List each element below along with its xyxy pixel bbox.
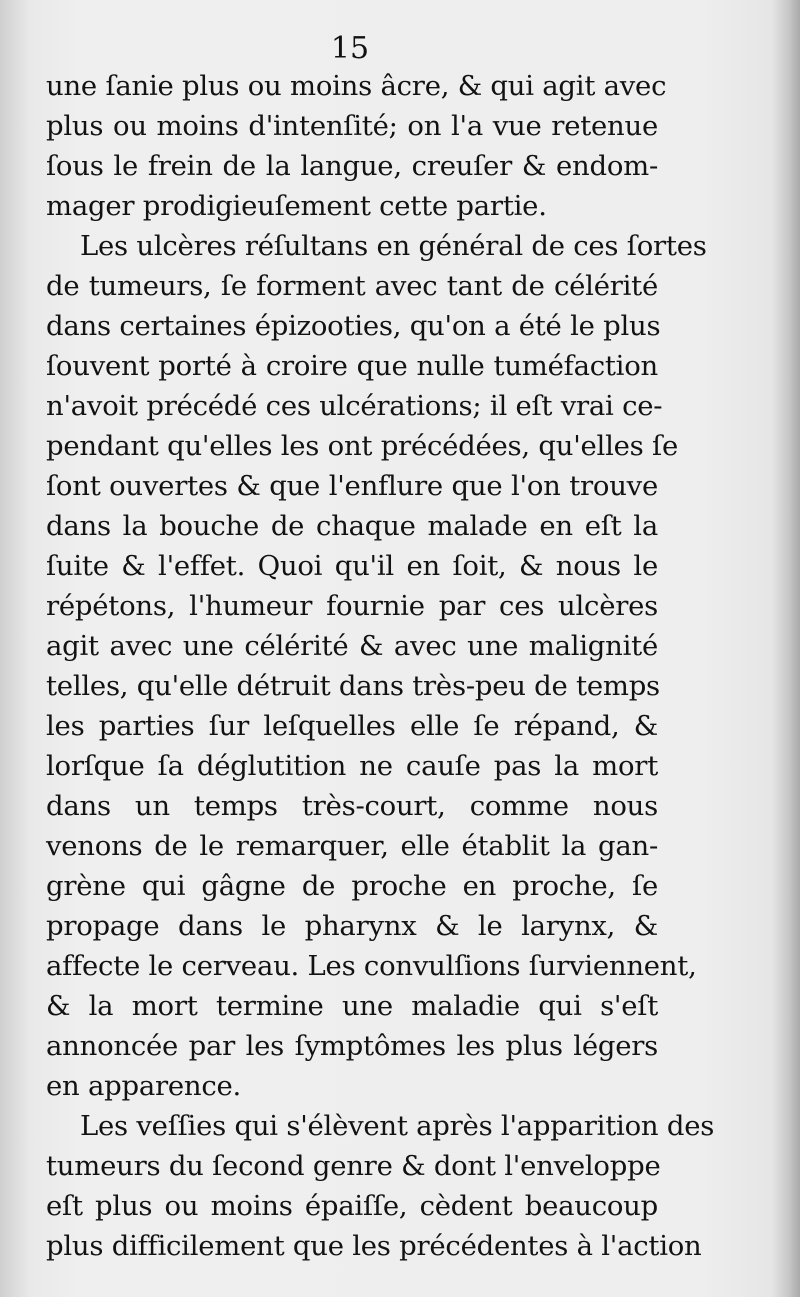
text-line: propage dans le pharynx & le larynx, & <box>46 910 658 942</box>
text-line: en apparence. <box>46 1070 242 1102</box>
text-line: dans un temps très-court, comme nous <box>46 790 658 822</box>
text-line: une ſanie plus ou moins âcre, & qui agit avec <box>46 70 667 102</box>
text-line: les parties ſur leſquelles elle ſe répand, & <box>46 710 658 742</box>
text-line: ſouvent porté à croire que nulle tuméfaction <box>46 350 658 382</box>
text-line: tumeurs du ſecond genre & dont l'enveloppe <box>46 1150 661 1182</box>
text-line: n'avoit précédé ces ulcérations; il eſt vrai ce- <box>46 390 663 422</box>
text-line: pendant qu'elles les ont précédées, qu'elles ſe <box>46 430 678 462</box>
text-line: ſous le frein de la langue, creuſer & endom- <box>46 150 658 182</box>
text-line: annoncée par les ſymptômes les plus légers <box>46 1030 658 1062</box>
page-edge-shadow <box>772 0 800 1297</box>
text-line: répétons, l'humeur fournie par ces ulcères <box>46 590 658 622</box>
text-line: ſont ouvertes & que l'enflure que l'on trouve <box>46 470 658 502</box>
text-line: eſt plus ou moins épaiſſe, cèdent beaucoup <box>46 1190 658 1222</box>
text-line: grène qui gâgne de proche en proche, ſe <box>46 870 658 902</box>
text-line: telles, qu'elle détruit dans très-peu de temps <box>46 670 660 702</box>
text-line: agit avec une célérité & avec une malignité <box>46 630 658 662</box>
text-line: venons de le remarquer, elle établit la gan- <box>46 830 658 862</box>
text-line: mager prodigieuſement cette partie. <box>46 190 547 222</box>
text-line: plus difficilement que les précédentes à l'action <box>46 1230 702 1262</box>
text-line: dans certaines épizooties, qu'on a été le plus <box>46 310 661 342</box>
text-line: plus ou moins d'intenſité; on l'a vue retenue <box>46 110 658 142</box>
text-line: dans la bouche de chaque malade en eſt la <box>46 510 658 542</box>
text-line: Les veſſies qui s'élèvent après l'apparition des <box>80 1110 715 1142</box>
page-number: 15 <box>330 31 370 66</box>
text-line: Les ulcères réſultans en général de ces ſortes <box>80 230 707 262</box>
text-line: lorſque ſa déglutition ne cauſe pas la mort <box>46 750 658 782</box>
text-line: & la mort termine une maladie qui s'eſt <box>46 990 658 1022</box>
text-line: ſuite & l'effet. Quoi qu'il en ſoit, & nous le <box>46 550 658 582</box>
text-line: affecte le cerveau. Les convulſions ſurviennent, <box>46 950 697 982</box>
body-text <box>46 66 715 1266</box>
text-line: de tumeurs, ſe forment avec tant de célérité <box>46 270 658 302</box>
